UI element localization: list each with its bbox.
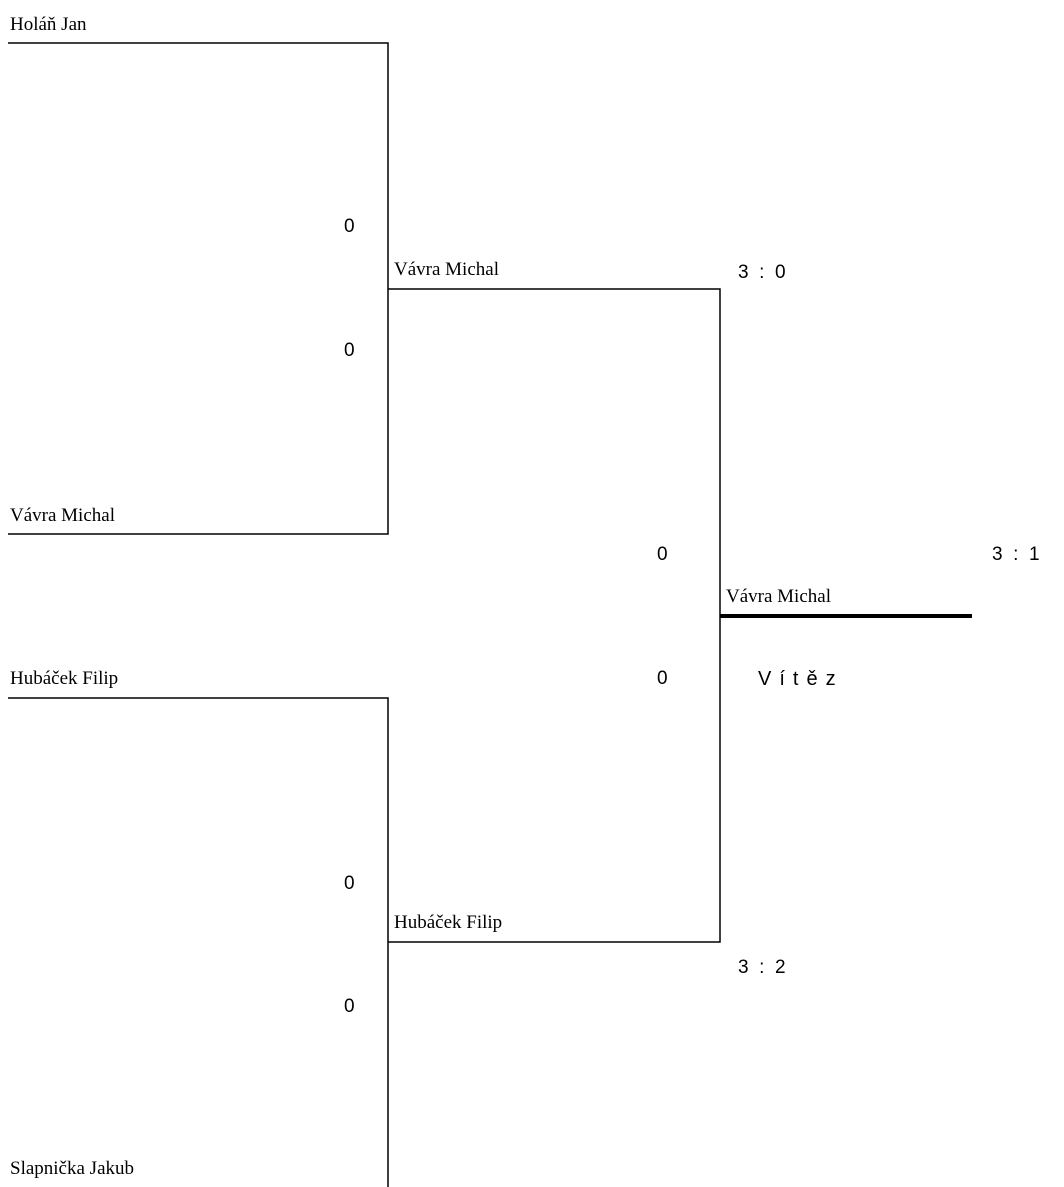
result-r1m2: 3 : 2	[738, 957, 786, 978]
r2-player-hubacek-filip: Hubáček Filip	[394, 912, 503, 933]
bracket-line-r1m2	[8, 698, 388, 1187]
player-hubacek-filip: Hubáček Filip	[10, 668, 119, 689]
r2-player-vavra-michal: Vávra Michal	[394, 259, 499, 280]
result-r1m1: 3 : 0	[738, 262, 786, 283]
final-result: 3 : 1	[992, 544, 1040, 565]
bracket-line-r1m1	[8, 43, 388, 534]
bracket-line-r2m1	[388, 289, 720, 942]
score-r1m1-top: 0	[344, 216, 355, 237]
score-r1m1-bottom: 0	[344, 340, 355, 361]
score-r2-bottom: 0	[657, 668, 668, 689]
score-r1m2-top: 0	[344, 873, 355, 894]
score-r2-top: 0	[657, 544, 668, 565]
player-slapnicka-jakub: Slapnička Jakub	[10, 1158, 135, 1179]
winner-label: Vítěz	[758, 668, 844, 690]
score-r1m2-bottom: 0	[344, 996, 355, 1017]
player-holan-jan: Holáň Jan	[10, 14, 87, 35]
player-vavra-michal: Vávra Michal	[10, 505, 115, 526]
winner-name: Vávra Michal	[726, 586, 831, 607]
